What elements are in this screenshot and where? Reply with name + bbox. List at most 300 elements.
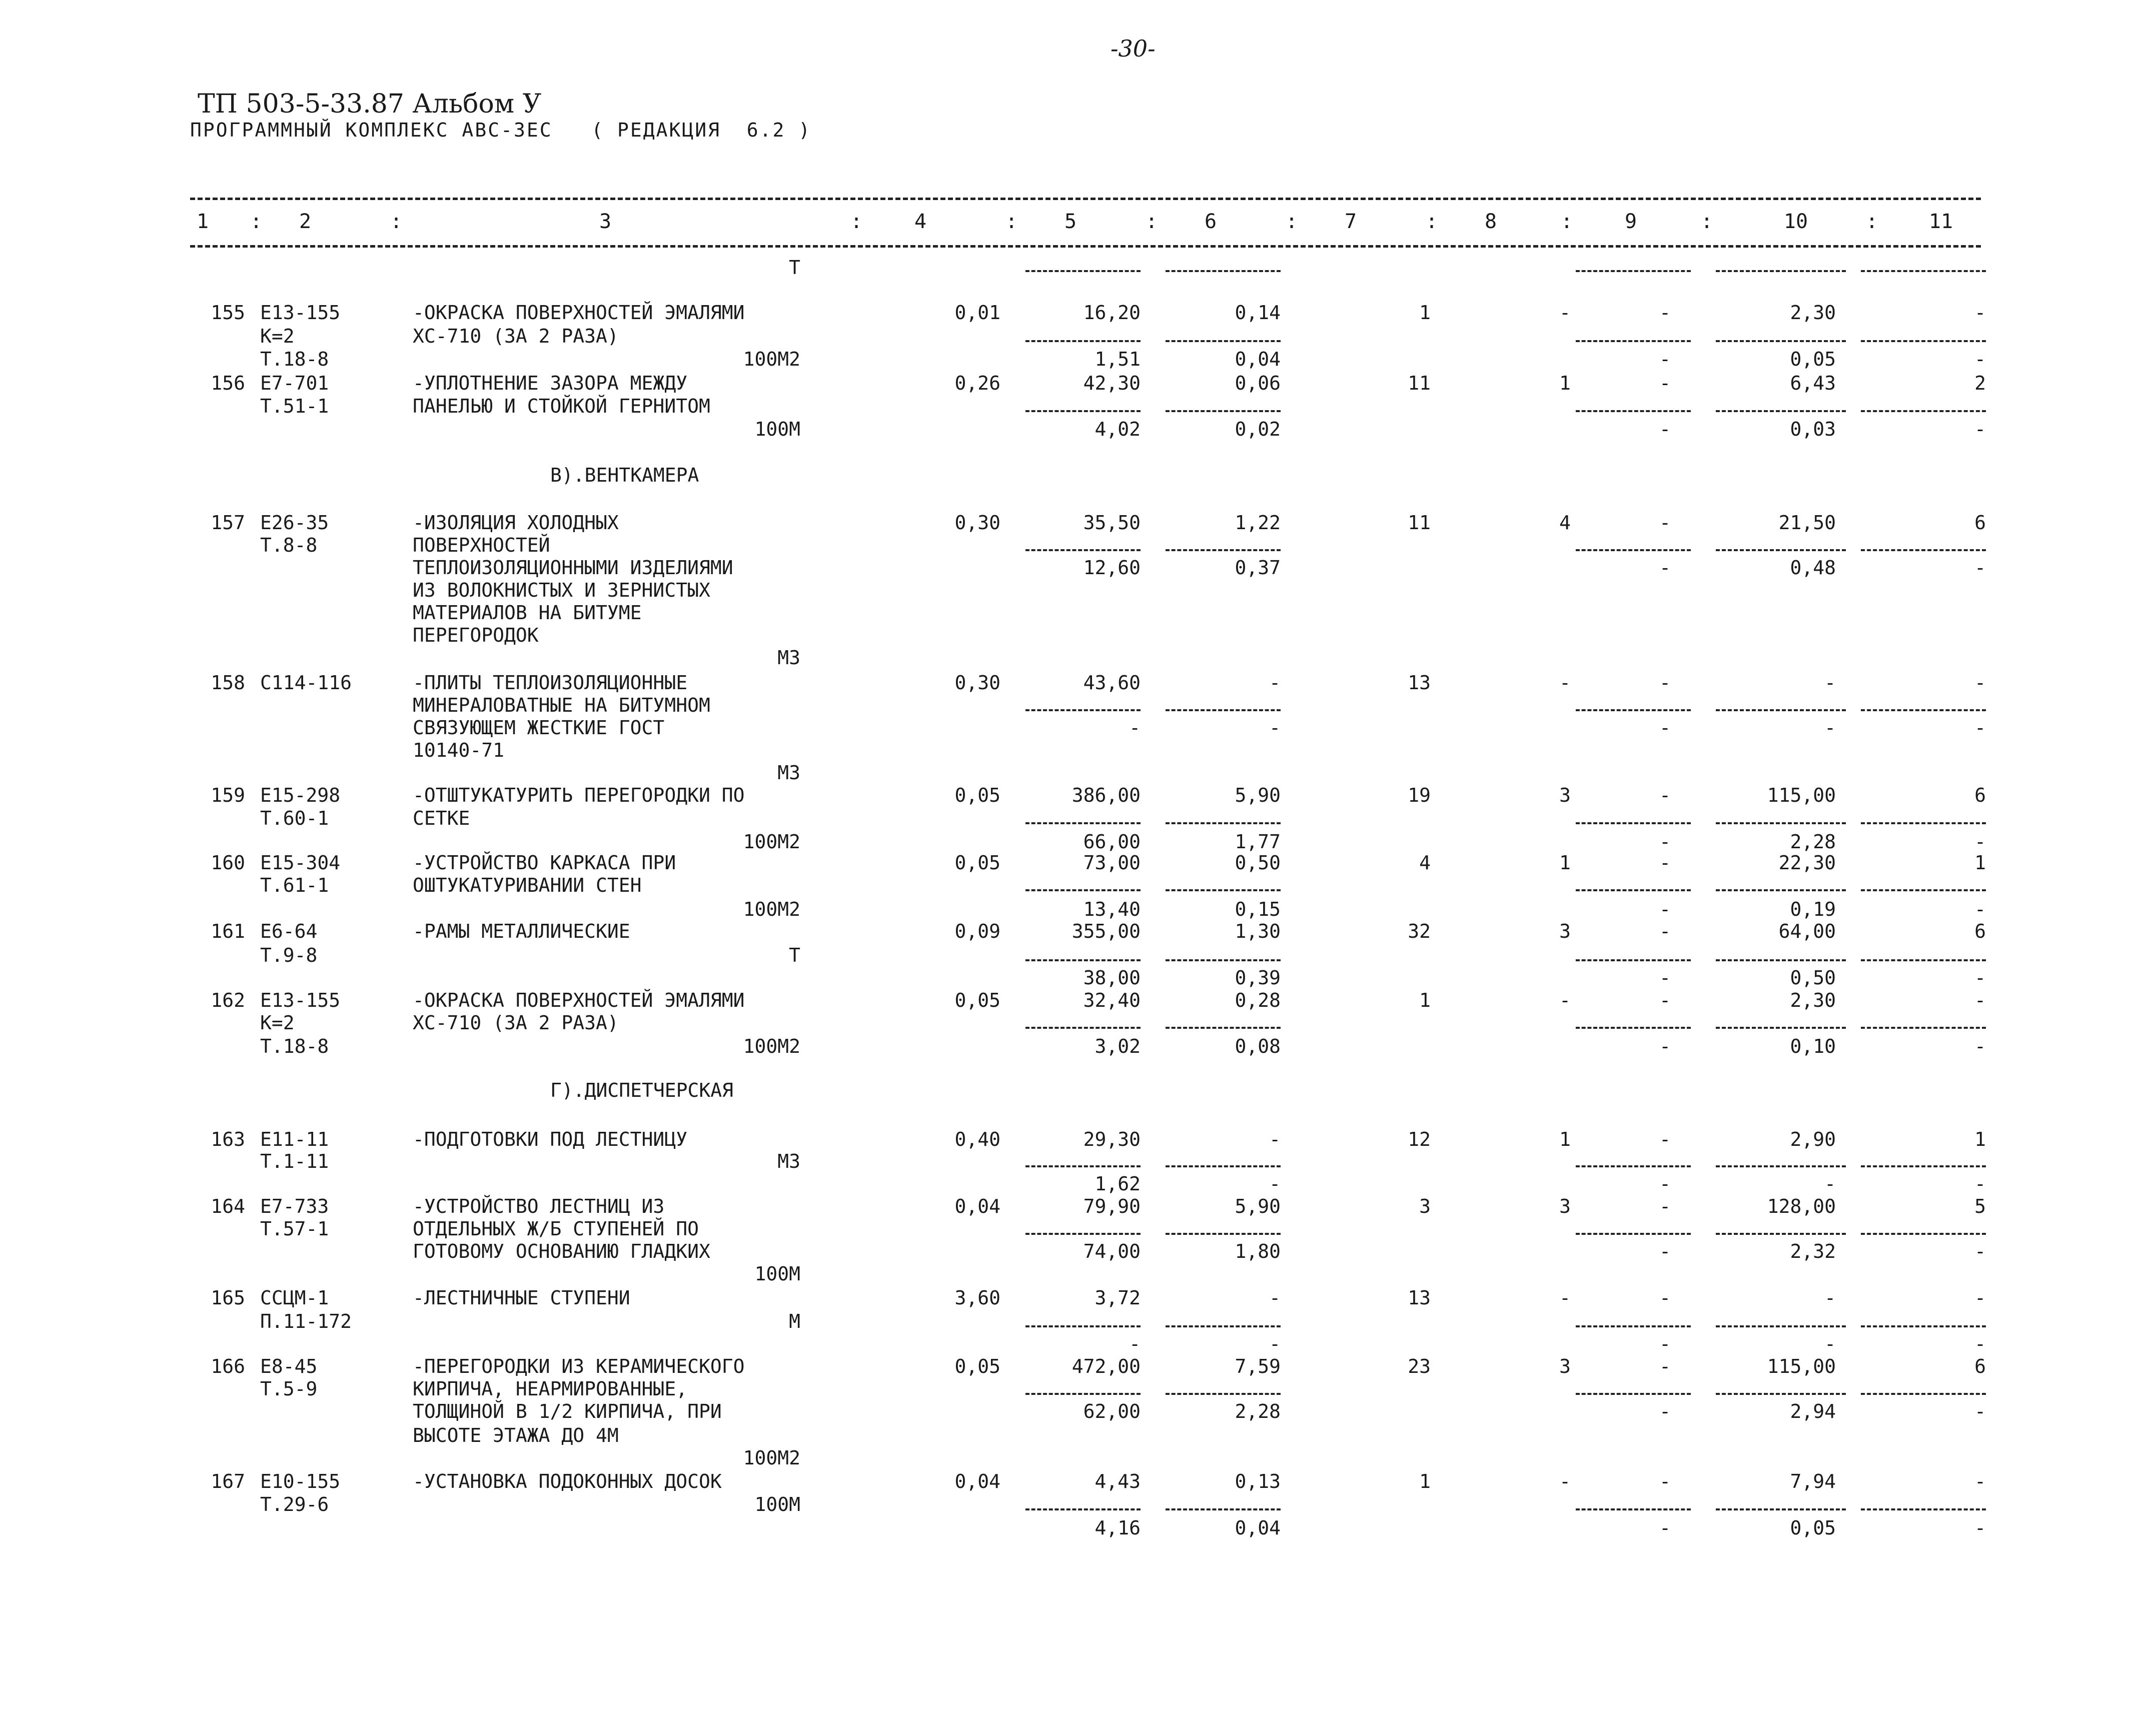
subtotal-rule [1716, 1393, 1846, 1395]
cell-c6: 0,02 [1235, 418, 1281, 440]
cell-c8: 3 [1559, 784, 1571, 806]
cell-c6: - [1269, 1287, 1281, 1309]
subtotal-rule [1861, 410, 1986, 412]
cell-c5: 472,00 [1071, 1355, 1141, 1377]
cell-c2: Т.51-1 [260, 395, 329, 417]
cell-c5: 79,90 [1083, 1195, 1141, 1217]
subtotal-rule [1716, 959, 1846, 961]
subtotal-rule [1861, 1393, 1986, 1395]
cell-c5: 38,00 [1083, 967, 1141, 989]
cell-c2: Е6-64 [260, 920, 318, 942]
table-top-rule [190, 198, 1981, 200]
cell-c4: 0,30 [954, 672, 1000, 694]
cell-c11: 5 [1974, 1195, 1986, 1217]
cell-c3: Т [789, 257, 800, 279]
cell-c11: 6 [1974, 920, 1986, 942]
column-number-11: 11 [1928, 210, 1953, 233]
column-separator: : [1701, 210, 1713, 233]
cell-c9: - [1659, 1035, 1671, 1057]
cell-c5: 42,30 [1083, 372, 1141, 394]
subtotal-rule [1025, 340, 1141, 342]
cell-c5: 355,00 [1071, 920, 1141, 942]
cell-c8: - [1559, 302, 1571, 324]
cell-c6: 1,30 [1235, 920, 1281, 942]
cell-c11: 1 [1974, 1128, 1986, 1150]
cell-c2: Е7-733 [260, 1195, 329, 1217]
cell-c3: -ПОДГОТОВКИ ПОД ЛЕСТНИЦУ [413, 1128, 688, 1150]
cell-c3: В).ВЕНТКАМЕРА [550, 464, 699, 486]
cell-c9: - [1659, 898, 1671, 920]
column-separator: : [250, 210, 263, 233]
cell-c3: -ОКРАСКА ПОВЕРХНОСТЕЙ ЭМАЛЯМИ [413, 989, 745, 1011]
cell-c1: 160 [211, 852, 245, 874]
cell-c6: - [1269, 717, 1281, 739]
cell-c9: - [1659, 784, 1671, 806]
cell-c3: М3 [777, 647, 800, 669]
subtotal-rule [1025, 1233, 1141, 1235]
cell-c7: 1 [1419, 1470, 1431, 1492]
subtotal-rule [1576, 1508, 1691, 1510]
cell-c9: - [1659, 1128, 1671, 1150]
cell-c6: 0,50 [1235, 852, 1281, 874]
subtotal-rule [1576, 1165, 1691, 1167]
subtotal-rule [1166, 1165, 1281, 1167]
cell-c5: 4,02 [1095, 418, 1141, 440]
subtotal-rule [1576, 340, 1691, 342]
cell-c4: 0,05 [954, 989, 1000, 1011]
cell-c10: - [1824, 717, 1836, 739]
cell-c3: -ОКРАСКА ПОВЕРХНОСТЕЙ ЭМАЛЯМИ [413, 302, 745, 324]
cell-c10: 0,05 [1790, 1517, 1836, 1539]
subtotal-rule [1025, 889, 1141, 891]
cell-c11: - [1974, 1240, 1986, 1262]
cell-c11: - [1974, 1470, 1986, 1492]
subtotal-rule [1166, 889, 1281, 891]
subtotal-rule [1166, 1325, 1281, 1327]
cell-c2: Е7-701 [260, 372, 329, 394]
cell-c3: ПАНЕЛЬЮ И СТОЙКОЙ ГЕРНИТОМ [413, 395, 710, 417]
cell-c3: Г).ДИСПЕТЧЕРСКАЯ [550, 1079, 734, 1101]
cell-c3: ХС-710 (ЗА 2 РАЗА) [413, 325, 619, 347]
cell-c10: 2,32 [1790, 1240, 1836, 1262]
cell-c10: 0,03 [1790, 418, 1836, 440]
cell-c10: 0,50 [1790, 967, 1836, 989]
subtotal-rule [1861, 1508, 1986, 1510]
cell-c3: ВЫСОТЕ ЭТАЖА ДО 4М [413, 1424, 619, 1446]
column-separator: : [1286, 210, 1298, 233]
cell-c9: - [1659, 831, 1671, 853]
subtotal-rule [1166, 1393, 1281, 1395]
subtotal-rule [1166, 549, 1281, 551]
cell-c2: Т.29-6 [260, 1493, 329, 1515]
subtotal-rule [1861, 549, 1986, 551]
header-bottom-rule [190, 245, 1981, 248]
cell-c3: М [789, 1310, 800, 1332]
cell-c7: 3 [1419, 1195, 1431, 1217]
cell-c1: 156 [211, 372, 245, 394]
cell-c9: - [1659, 1195, 1671, 1217]
cell-c1: 167 [211, 1470, 245, 1492]
cell-c5: 66,00 [1083, 831, 1141, 853]
cell-c10: - [1824, 1173, 1836, 1195]
column-number-4: 4 [914, 210, 927, 233]
subtotal-rule [1025, 1508, 1141, 1510]
cell-c4: 3,60 [954, 1287, 1000, 1309]
cell-c2: Т.5-9 [260, 1378, 318, 1400]
cell-c10: 0,48 [1790, 557, 1836, 579]
cell-c2: Т.9-8 [260, 944, 318, 966]
cell-c11: - [1974, 418, 1986, 440]
column-number-9: 9 [1624, 210, 1637, 233]
cell-c3: -ИЗОЛЯЦИЯ ХОЛОДНЫХ [413, 512, 619, 534]
cell-c5: 16,20 [1083, 302, 1141, 324]
cell-c7: 13 [1408, 1287, 1431, 1309]
cell-c1: 162 [211, 989, 245, 1011]
cell-c11: 1 [1974, 852, 1986, 874]
subtotal-rule [1576, 889, 1691, 891]
subtotal-rule [1861, 889, 1986, 891]
cell-c6: 0,15 [1235, 898, 1281, 920]
subtotal-rule [1861, 959, 1986, 961]
subtotal-rule [1166, 709, 1281, 711]
cell-c1: 161 [211, 920, 245, 942]
subtotal-rule [1716, 1325, 1846, 1327]
cell-c10: 2,30 [1790, 302, 1836, 324]
subtotal-rule [1716, 889, 1846, 891]
cell-c10: - [1824, 1333, 1836, 1355]
cell-c3: ОТДЕЛЬНЫХ Ж/Б СТУПЕНЕЙ ПО [413, 1218, 699, 1240]
subtotal-rule [1025, 1393, 1141, 1395]
cell-c8: 3 [1559, 1355, 1571, 1377]
cell-c2: Т.1-11 [260, 1150, 329, 1172]
cell-c2: Т.18-8 [260, 1035, 329, 1057]
cell-c3: 100М [754, 1263, 800, 1285]
subtotal-rule [1166, 1233, 1281, 1235]
column-separator: : [1426, 210, 1438, 233]
subtotal-rule [1025, 959, 1141, 961]
cell-c7: 1 [1419, 302, 1431, 324]
cell-c6: 0,13 [1235, 1470, 1281, 1492]
subtotal-rule [1166, 270, 1281, 272]
cell-c3: ПОВЕРХНОСТЕЙ [413, 534, 550, 556]
cell-c7: 13 [1408, 672, 1431, 694]
subtotal-rule [1576, 1233, 1691, 1235]
subtotal-rule [1166, 1508, 1281, 1510]
subtotal-rule [1861, 1027, 1986, 1029]
subtotal-rule [1716, 549, 1846, 551]
column-number-6: 6 [1204, 210, 1217, 233]
cell-c5: 4,43 [1095, 1470, 1141, 1492]
cell-c3: -УПЛОТНЕНИЕ ЗАЗОРА МЕЖДУ [413, 372, 688, 394]
cell-c2: Е26-35 [260, 512, 329, 534]
subtotal-rule [1576, 709, 1691, 711]
cell-c6: - [1269, 1128, 1281, 1150]
cell-c7: 4 [1419, 852, 1431, 874]
cell-c10: 21,50 [1778, 512, 1836, 534]
cell-c10: 128,00 [1767, 1195, 1836, 1217]
cell-c10: 115,00 [1767, 784, 1836, 806]
subtotal-rule [1576, 1393, 1691, 1395]
cell-c3: ТОЛЩИНОЙ В 1/2 КИРПИЧА, ПРИ [413, 1400, 722, 1422]
cell-c6: 0,04 [1235, 348, 1281, 370]
cell-c11: 6 [1974, 784, 1986, 806]
subtotal-rule [1861, 709, 1986, 711]
cell-c3: -УСТРОЙСТВО КАРКАСА ПРИ [413, 852, 676, 874]
cell-c5: - [1129, 717, 1141, 739]
cell-c4: 0,09 [954, 920, 1000, 942]
cell-c9: - [1659, 672, 1671, 694]
cell-c2: С114-116 [260, 672, 352, 694]
cell-c2: Т.57-1 [260, 1218, 329, 1240]
cell-c10: 2,30 [1790, 989, 1836, 1011]
cell-c3: М3 [777, 762, 800, 784]
cell-c6: 0,06 [1235, 372, 1281, 394]
subtotal-rule [1861, 340, 1986, 342]
cell-c9: - [1659, 1240, 1671, 1262]
column-separator: : [1146, 210, 1158, 233]
subtotal-rule [1861, 1233, 1986, 1235]
cell-c6: 1,22 [1235, 512, 1281, 534]
cell-c9: - [1659, 372, 1671, 394]
cell-c11: - [1974, 1517, 1986, 1539]
cell-c6: 0,04 [1235, 1517, 1281, 1539]
column-number-10: 10 [1783, 210, 1808, 233]
cell-c1: 158 [211, 672, 245, 694]
cell-c6: 5,90 [1235, 1195, 1281, 1217]
cell-c2: ССЦМ-1 [260, 1287, 329, 1309]
cell-c3: ИЗ ВОЛОКНИСТЫХ И ЗЕРНИСТЫХ [413, 579, 710, 601]
cell-c3: СЕТКЕ [413, 807, 470, 829]
cell-c2: Е11-11 [260, 1128, 329, 1150]
cell-c2: П.11-172 [260, 1310, 352, 1332]
cell-c3: ТЕПЛОИЗОЛЯЦИОННЫМИ ИЗДЕЛИЯМИ [413, 557, 733, 579]
cell-c5: 3,02 [1095, 1035, 1141, 1057]
cell-c6: 1,80 [1235, 1240, 1281, 1262]
column-number-3: 3 [599, 210, 612, 233]
cell-c8: 1 [1559, 372, 1571, 394]
cell-c3: 100М2 [743, 1447, 800, 1469]
cell-c9: - [1659, 967, 1671, 989]
cell-c8: - [1559, 1470, 1571, 1492]
cell-c10: 2,28 [1790, 831, 1836, 853]
column-separator: : [390, 210, 403, 233]
subtotal-rule [1716, 709, 1846, 711]
cell-c3: -УСТРОЙСТВО ЛЕСТНИЦ ИЗ [413, 1195, 665, 1217]
cell-c10: 22,30 [1778, 852, 1836, 874]
column-separator: : [1005, 210, 1018, 233]
cell-c9: - [1659, 302, 1671, 324]
cell-c10: - [1824, 672, 1836, 694]
cell-c11: - [1974, 967, 1986, 989]
cell-c7: 23 [1408, 1355, 1431, 1377]
cell-c11: - [1974, 831, 1986, 853]
cell-c9: - [1659, 1287, 1671, 1309]
cell-c4: 0,30 [954, 512, 1000, 534]
subtotal-rule [1716, 270, 1846, 272]
subtotal-rule [1861, 270, 1986, 272]
subtotal-rule [1576, 270, 1691, 272]
cell-c8: 3 [1559, 920, 1571, 942]
cell-c11: - [1974, 1035, 1986, 1057]
column-separator: : [1866, 210, 1878, 233]
cell-c2: Е13-155 [260, 989, 341, 1011]
cell-c3: -ПЕРЕГОРОДКИ ИЗ КЕРАМИЧЕСКОГО [413, 1355, 745, 1377]
cell-c5: 386,00 [1071, 784, 1141, 806]
cell-c3: М3 [777, 1150, 800, 1172]
cell-c9: - [1659, 1173, 1671, 1195]
cell-c6: 0,08 [1235, 1035, 1281, 1057]
cell-c6: 1,77 [1235, 831, 1281, 853]
cell-c3: 100М2 [743, 831, 800, 853]
cell-c3: 100М [754, 418, 800, 440]
cell-c6: - [1269, 672, 1281, 694]
cell-c1: 163 [211, 1128, 245, 1150]
cell-c10: 2,94 [1790, 1400, 1836, 1422]
cell-c11: 6 [1974, 1355, 1986, 1377]
subtotal-rule [1716, 340, 1846, 342]
column-separator: : [1561, 210, 1573, 233]
cell-c9: - [1659, 852, 1671, 874]
subtotal-rule [1576, 959, 1691, 961]
cell-c11: - [1974, 302, 1986, 324]
cell-c10: 115,00 [1767, 1355, 1836, 1377]
cell-c4: 0,40 [954, 1128, 1000, 1150]
cell-c4: 0,01 [954, 302, 1000, 324]
cell-c4: 0,05 [954, 852, 1000, 874]
cell-c7: 12 [1408, 1128, 1431, 1150]
column-number-2: 2 [299, 210, 312, 233]
cell-c1: 166 [211, 1355, 245, 1377]
cell-c2: Е8-45 [260, 1355, 318, 1377]
cell-c1: 155 [211, 302, 245, 324]
cell-c2: Т.18-8 [260, 348, 329, 370]
cell-c6: 5,90 [1235, 784, 1281, 806]
cell-c4: 0,26 [954, 372, 1000, 394]
cell-c6: - [1269, 1173, 1281, 1195]
cell-c4: 0,05 [954, 784, 1000, 806]
cell-c11: - [1974, 1287, 1986, 1309]
subtotal-rule [1025, 549, 1141, 551]
cell-c11: - [1974, 1333, 1986, 1355]
cell-c6: 7,59 [1235, 1355, 1281, 1377]
cell-c5: 1,62 [1095, 1173, 1141, 1195]
cell-c8: - [1559, 989, 1571, 1011]
cell-c5: 74,00 [1083, 1240, 1141, 1262]
cell-c5: 13,40 [1083, 898, 1141, 920]
cell-c7: 1 [1419, 989, 1431, 1011]
cell-c11: - [1974, 348, 1986, 370]
cell-c2: Т.8-8 [260, 534, 318, 556]
cell-c2: Е15-304 [260, 852, 341, 874]
subtotal-rule [1166, 410, 1281, 412]
cell-c5: 12,60 [1083, 557, 1141, 579]
subtotal-rule [1025, 410, 1141, 412]
cell-c9: - [1659, 1333, 1671, 1355]
cell-c10: 0,19 [1790, 898, 1836, 920]
cell-c3: МАТЕРИАЛОВ НА БИТУМЕ [413, 602, 642, 624]
cell-c7: 11 [1408, 372, 1431, 394]
cell-c5: 32,40 [1083, 989, 1141, 1011]
subtotal-rule [1025, 270, 1141, 272]
cell-c7: 11 [1408, 512, 1431, 534]
cell-c3: -УСТАНОВКА ПОДОКОННЫХ ДОСОК [413, 1470, 722, 1492]
cell-c9: - [1659, 989, 1671, 1011]
cell-c3: МИНЕРАЛОВАТНЫЕ НА БИТУМНОМ [413, 694, 710, 716]
subtotal-rule [1716, 1233, 1846, 1235]
subtotal-rule [1576, 1027, 1691, 1029]
cell-c2: К=2 [260, 1012, 295, 1034]
cell-c6: 0,28 [1235, 989, 1281, 1011]
column-number-7: 7 [1344, 210, 1357, 233]
subtotal-rule [1166, 1027, 1281, 1029]
subtotal-rule [1025, 1325, 1141, 1327]
cell-c8: - [1559, 1287, 1571, 1309]
cell-c2: Е10-155 [260, 1470, 341, 1492]
cell-c11: 2 [1974, 372, 1986, 394]
cell-c3: 100М2 [743, 898, 800, 920]
cell-c3: ГОТОВОМУ ОСНОВАНИЮ ГЛАДКИХ [413, 1240, 710, 1262]
cell-c5: - [1129, 1333, 1141, 1355]
column-separator: : [850, 210, 863, 233]
cell-c5: 35,50 [1083, 512, 1141, 534]
subtotal-rule [1716, 1027, 1846, 1029]
cell-c1: 165 [211, 1287, 245, 1309]
subtotal-rule [1716, 822, 1846, 824]
cell-c3: 100М2 [743, 1035, 800, 1057]
cell-c1: 159 [211, 784, 245, 806]
cell-c7: 32 [1408, 920, 1431, 942]
cell-c5: 43,60 [1083, 672, 1141, 694]
subtotal-rule [1861, 822, 1986, 824]
cell-c11: - [1974, 557, 1986, 579]
cell-c9: - [1659, 1355, 1671, 1377]
cell-c3: СВЯЗУЮЩЕМ ЖЕСТКИЕ ГОСТ [413, 717, 665, 739]
subtotal-rule [1861, 1165, 1986, 1167]
cell-c7: 19 [1408, 784, 1431, 806]
cell-c5: 3,72 [1095, 1287, 1141, 1309]
cell-c9: - [1659, 717, 1671, 739]
cell-c2: Е15-298 [260, 784, 341, 806]
cell-c10: 0,05 [1790, 348, 1836, 370]
cell-c9: - [1659, 557, 1671, 579]
cell-c4: 0,04 [954, 1470, 1000, 1492]
cell-c3: -ЛЕСТНИЧНЫЕ СТУПЕНИ [413, 1287, 630, 1309]
cell-c10: - [1824, 1287, 1836, 1309]
document-subtitle: ПРОГРАММНЫЙ КОМПЛЕКС АВС-3ЕС ( РЕДАКЦИЯ 6.2 ) [190, 119, 812, 141]
subtotal-rule [1576, 1325, 1691, 1327]
cell-c8: 1 [1559, 852, 1571, 874]
cell-c8: 1 [1559, 1128, 1571, 1150]
cell-c5: 1,51 [1095, 348, 1141, 370]
subtotal-rule [1166, 340, 1281, 342]
cell-c2: К=2 [260, 325, 295, 347]
cell-c1: 157 [211, 512, 245, 534]
cell-c9: - [1659, 1517, 1671, 1539]
cell-c10: 64,00 [1778, 920, 1836, 942]
subtotal-rule [1025, 1027, 1141, 1029]
cell-c10: 7,94 [1790, 1470, 1836, 1492]
cell-c3: -ОТШТУКАТУРИТЬ ПЕРЕГОРОДКИ ПО [413, 784, 745, 806]
cell-c1: 164 [211, 1195, 245, 1217]
cell-c11: 6 [1974, 512, 1986, 534]
cell-c6: 0,39 [1235, 967, 1281, 989]
cell-c3: -ПЛИТЫ ТЕПЛОИЗОЛЯЦИОННЫЕ [413, 672, 688, 694]
cell-c5: 73,00 [1083, 852, 1141, 874]
cell-c3: 10140-71 [413, 739, 505, 761]
cell-c11: - [1974, 898, 1986, 920]
cell-c10: 2,90 [1790, 1128, 1836, 1150]
subtotal-rule [1025, 1165, 1141, 1167]
